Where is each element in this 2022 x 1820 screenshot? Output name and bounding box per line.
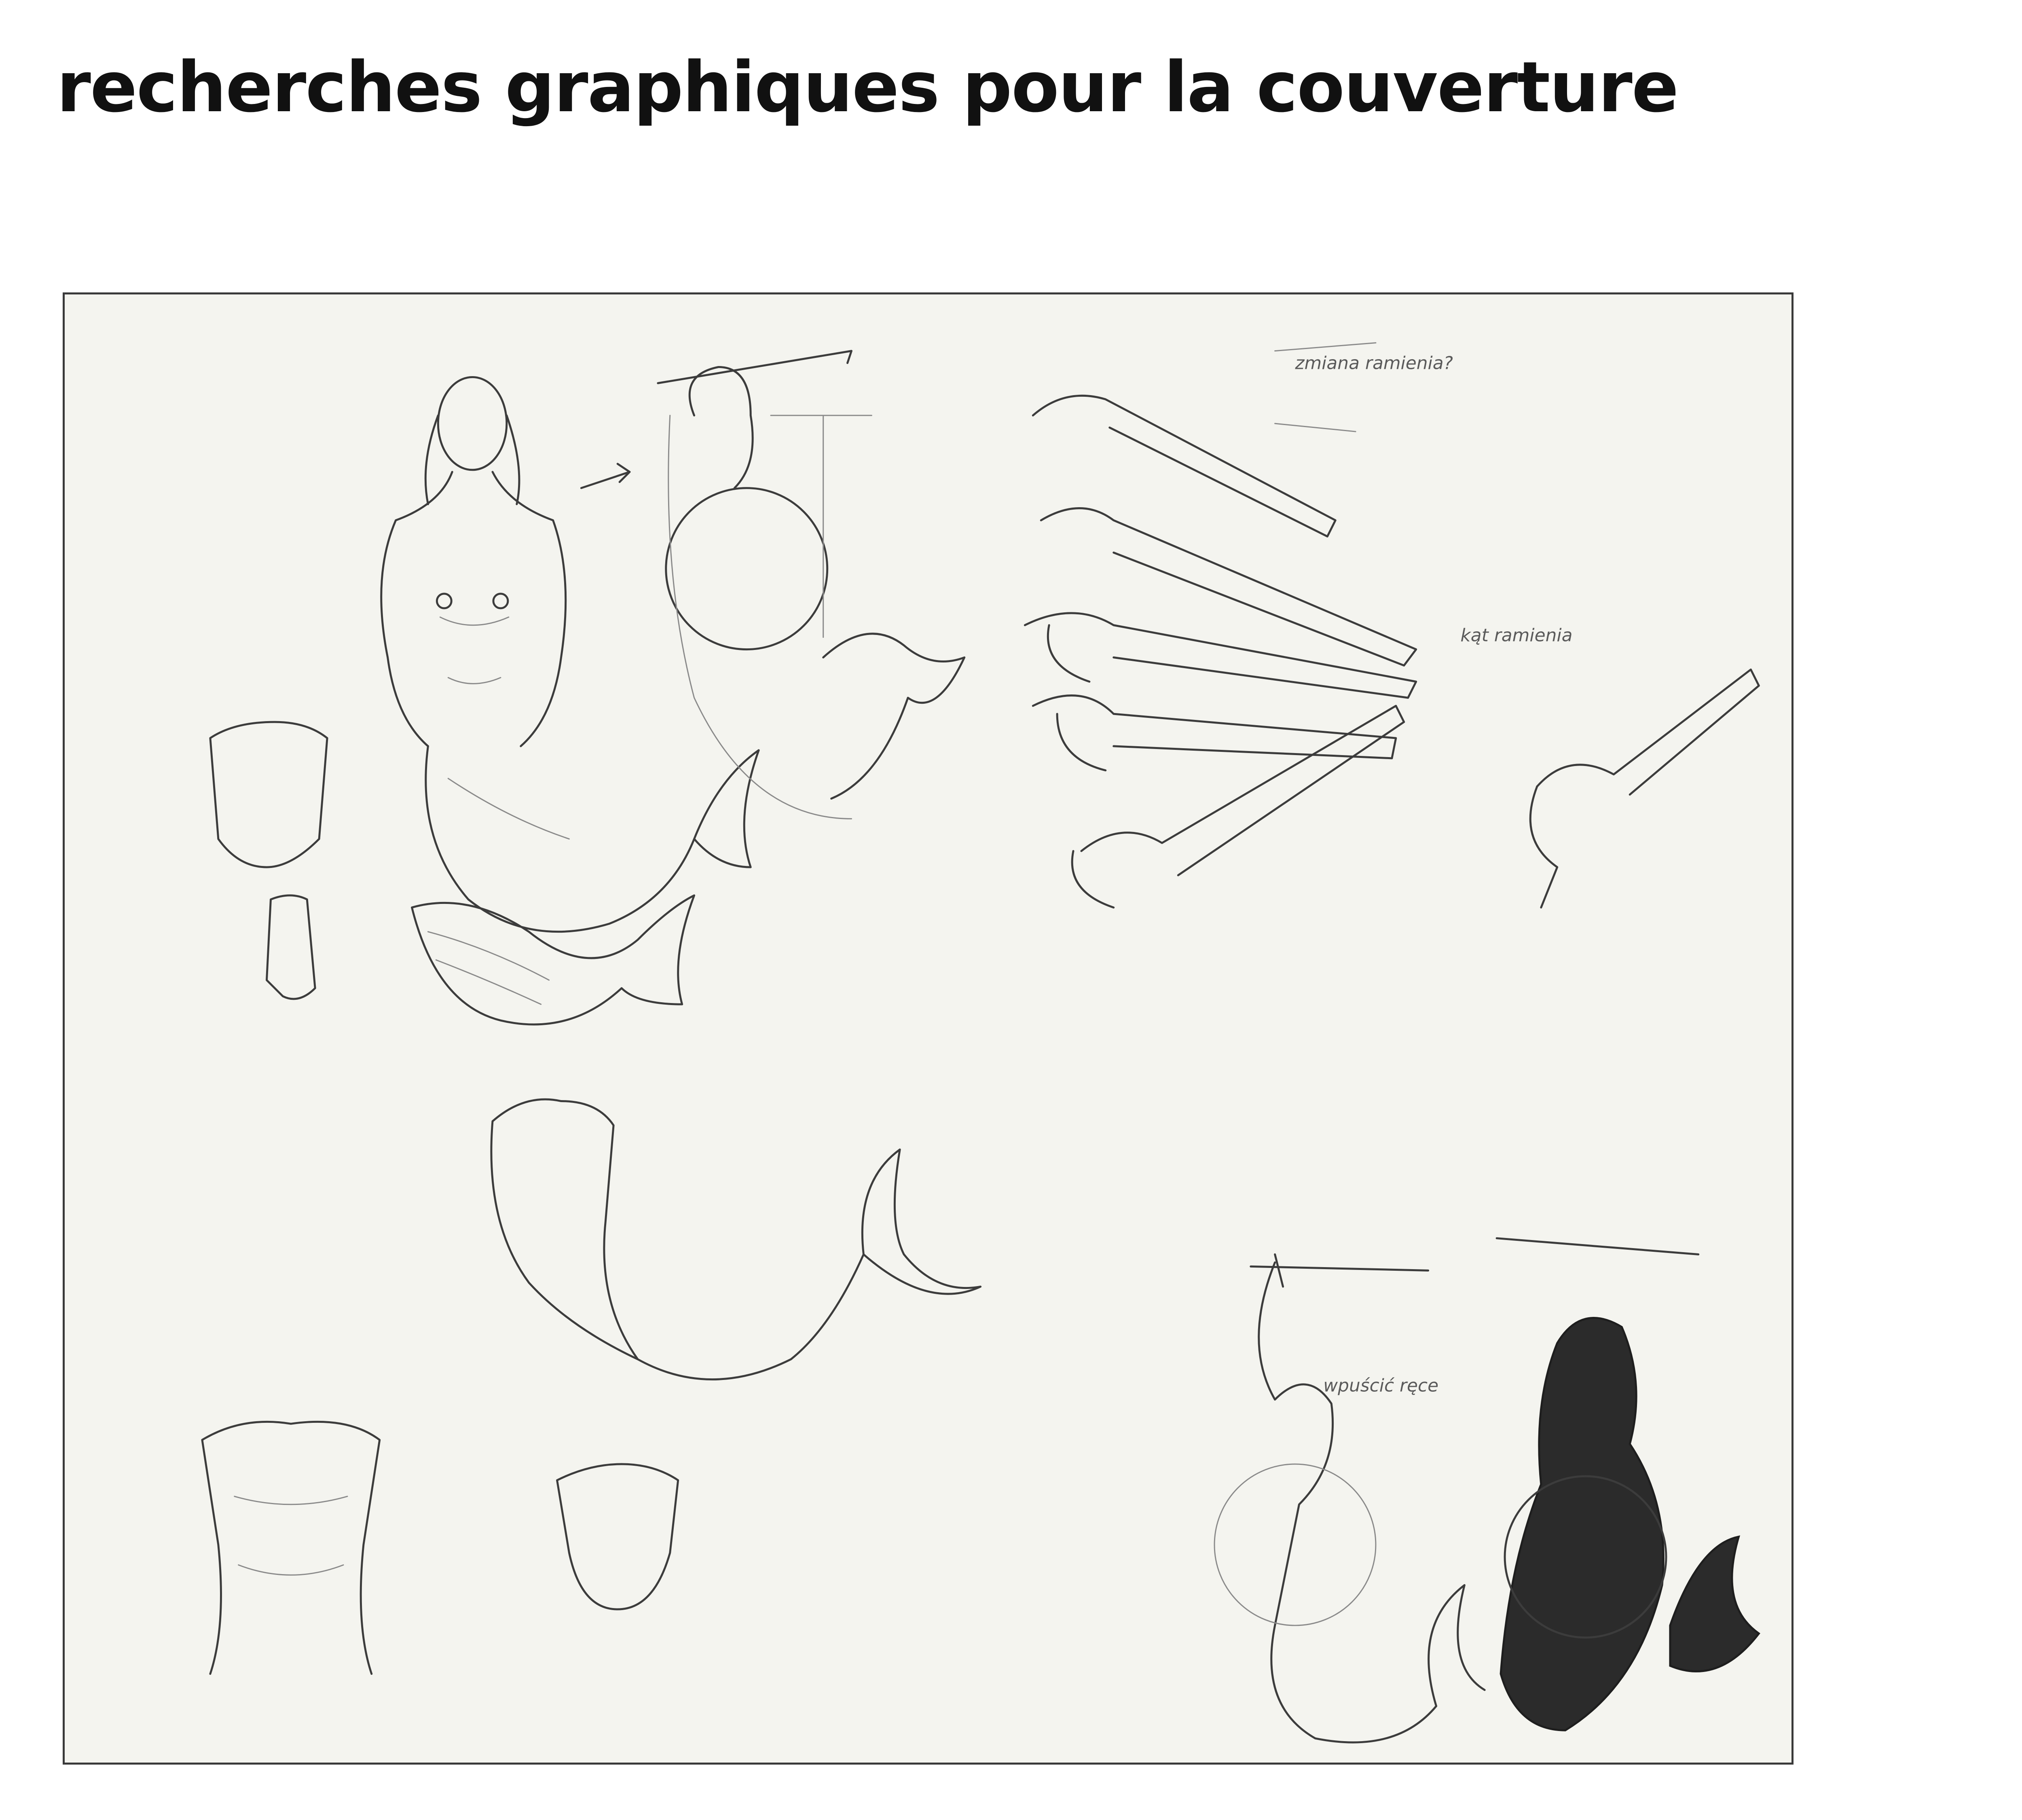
sword-fist-sketch: [1530, 669, 1759, 907]
sketch-sheet-image: [63, 292, 1794, 1765]
torso-studies: [210, 722, 694, 1024]
mermaid-sketch-main: [381, 377, 759, 931]
mermaid-sketch-shield: [658, 351, 964, 819]
mermaid-sketch-pair: [1214, 1238, 1759, 1743]
bottom-torsos: [202, 1422, 678, 1674]
mermaid-sketches-drawing: [65, 294, 1791, 1763]
sketch-note-angle: kąt ramienia: [1460, 625, 1573, 646]
page-heading: recherches graphiques pour la couverture: [57, 47, 1678, 128]
sword-arm-studies: [1025, 343, 1416, 908]
sketch-note-shoulder: zmiana ramienia?: [1295, 353, 1453, 374]
sketch-note-hands: wpuścić ręce: [1323, 1375, 1439, 1396]
torso-tail-sketch: [491, 1099, 981, 1380]
